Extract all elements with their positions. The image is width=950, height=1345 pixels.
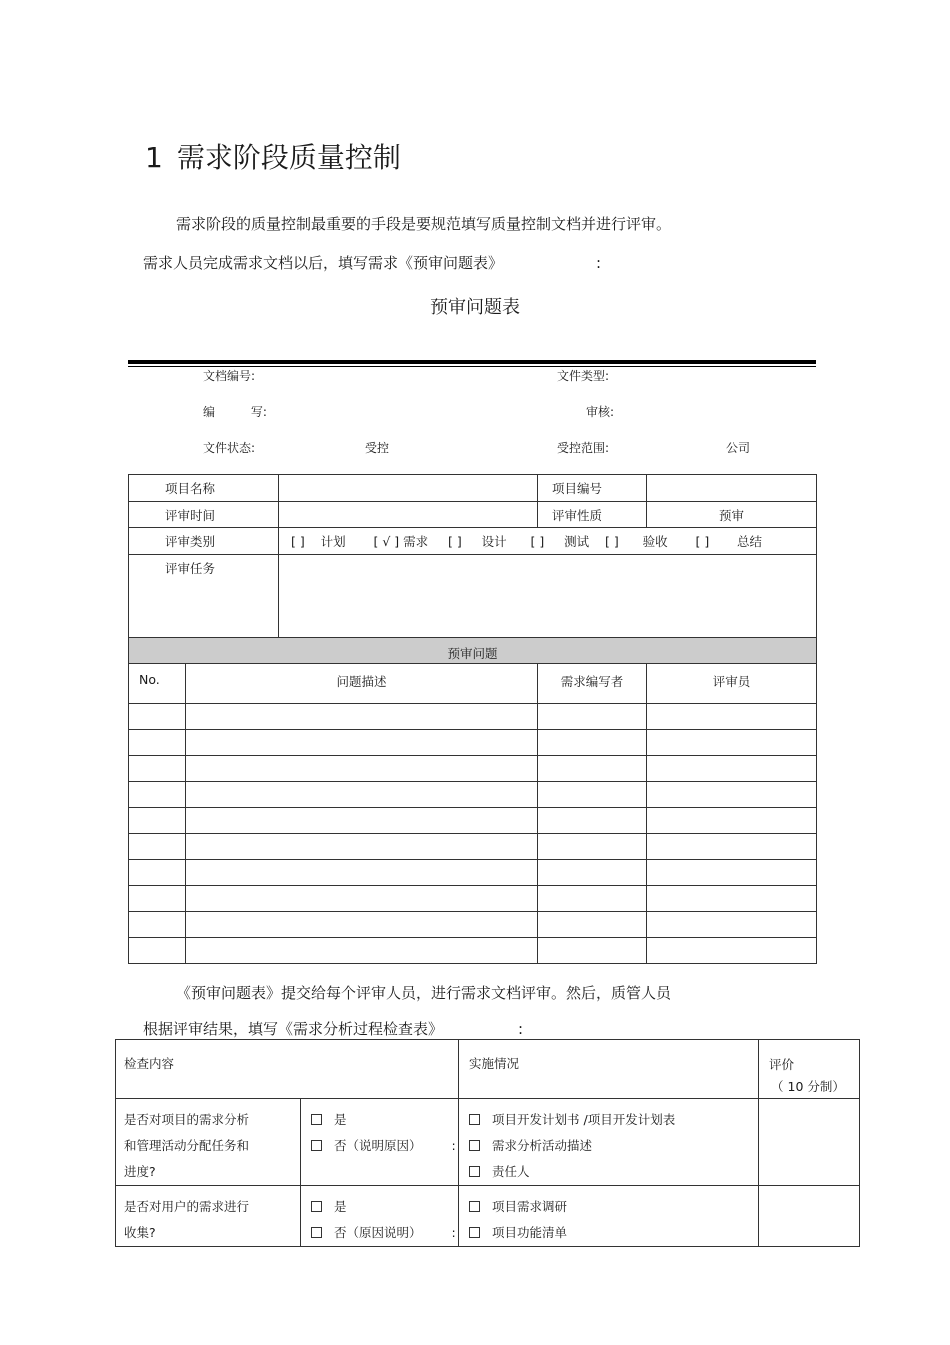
option-no[interactable]: 否（说明原因） : (311, 1133, 458, 1159)
author-label: 编 写: (203, 405, 267, 419)
table-row (129, 912, 817, 938)
checkbox-icon[interactable] (469, 1227, 480, 1238)
option-no[interactable]: 否（原因说明） : (311, 1220, 458, 1246)
review-nature-label: 评审性质 (538, 502, 647, 528)
review-form-table (128, 474, 817, 964)
implementation-header: 实施情况 (459, 1040, 759, 1099)
checkbox-icon[interactable] (469, 1166, 480, 1177)
paragraph-intro: 需求阶段的质量控制最重要的手段是要规范填写质量控制文档并进行评审。 (176, 215, 672, 233)
option-yes[interactable]: 是 (311, 1194, 458, 1220)
check-options (301, 1099, 459, 1186)
header-rule-thin (128, 366, 816, 367)
implementation-items: 项目需求调研 项目功能清单 (459, 1186, 759, 1247)
review-category-label: 评审类别 (129, 528, 279, 555)
category-test[interactable]: [ ] 测试 (530, 534, 590, 549)
checkbox-icon[interactable] (469, 1140, 480, 1151)
status-label: 文件状态: (203, 441, 256, 455)
table-row (129, 730, 817, 756)
checkbox-icon[interactable] (311, 1114, 322, 1125)
check-row (116, 1099, 860, 1186)
score-note: （ 10 分制） (771, 1079, 845, 1094)
category-requirement[interactable]: [ √ ] 需求 (373, 534, 429, 549)
project-no-value[interactable] (647, 475, 817, 502)
checkbox-icon[interactable] (311, 1201, 322, 1212)
review-task-label: 评审任务 (129, 555, 279, 638)
table-row (129, 756, 817, 782)
score-header (759, 1040, 860, 1099)
doc-no-label: 文档编号: (203, 369, 256, 383)
category-summary[interactable]: [ ] 总结 (695, 534, 763, 549)
row-project (129, 475, 817, 502)
review-time-value[interactable] (279, 502, 538, 528)
check-header-row (116, 1040, 860, 1099)
review-task-value[interactable] (279, 555, 817, 638)
implementation-items: 项目开发计划书 /项目开发计划表 需求分析活动描述 责任人 (459, 1099, 759, 1186)
table-row (129, 834, 817, 860)
paragraph-submit: 《预审问题表》提交给每个评审人员，进行需求文档评审。然后，质管人员 (176, 984, 672, 1002)
project-name-value[interactable] (279, 475, 538, 502)
row-column-headers (129, 664, 817, 704)
category-design[interactable]: [ ] 设计 (448, 534, 507, 549)
review-category-options (279, 528, 817, 555)
score-cell[interactable] (759, 1186, 860, 1247)
row-review-category (129, 528, 817, 555)
table-row (129, 938, 817, 964)
check-content-header: 检查内容 (116, 1040, 459, 1099)
check-question: 是否对项目的需求分析 和管理活动分配任务和 进度? (116, 1099, 301, 1186)
paragraph-fill-form: 需求人员完成需求文档以后，填写需求《预审问题表》 (143, 254, 504, 272)
paragraph-check-colon: : (518, 1020, 524, 1038)
checkbox-icon[interactable] (311, 1227, 322, 1238)
row-review-task (129, 555, 817, 638)
col-reviewer: 评审员 (647, 664, 817, 704)
table-row (129, 782, 817, 808)
table-row (129, 808, 817, 834)
section-title: 需求阶段质量控制 (176, 141, 401, 174)
file-type-label: 文件类型: (557, 369, 610, 383)
header-rule-thick (128, 360, 816, 364)
table-row (129, 886, 817, 912)
col-author: 需求编写者 (538, 664, 647, 704)
status-value: 受控 (365, 441, 390, 455)
table-row (129, 704, 817, 730)
paragraph-check: 根据评审结果，填写《需求分析过程检查表》 (143, 1020, 444, 1038)
reviewer-label: 审核: (586, 405, 615, 419)
category-plan[interactable]: [ ] 计划 (291, 534, 346, 549)
section-number: 1 (145, 141, 163, 174)
review-time-label: 评审时间 (129, 502, 279, 528)
category-acceptance[interactable]: [ ] 验收 (605, 534, 668, 549)
scope-label: 受控范围: (557, 441, 610, 455)
check-row (116, 1186, 860, 1247)
review-nature-value: 预审 (647, 502, 817, 528)
table-row (129, 860, 817, 886)
score-cell[interactable] (759, 1099, 860, 1186)
project-no-label: 项目编号 (538, 475, 647, 502)
col-desc: 问题描述 (186, 664, 538, 704)
paragraph-fill-form-colon: : (596, 254, 602, 272)
scope-value: 公司 (726, 441, 751, 455)
table-title: 预审问题表 (430, 297, 520, 318)
score-label: 评价 (769, 1057, 795, 1072)
option-yes[interactable]: 是 (311, 1107, 458, 1133)
col-no: No. (129, 664, 186, 704)
row-review-time (129, 502, 817, 528)
process-check-table (115, 1039, 860, 1247)
checkbox-icon[interactable] (469, 1201, 480, 1212)
check-question: 是否对用户的需求进行 收集? (116, 1186, 301, 1247)
row-section-header (129, 638, 817, 664)
section-heading (145, 138, 401, 178)
checkbox-icon[interactable] (469, 1114, 480, 1125)
checkbox-icon[interactable] (311, 1140, 322, 1151)
pre-review-issues-header: 预审问题 (129, 638, 817, 664)
check-options (301, 1186, 459, 1247)
project-name-label: 项目名称 (129, 475, 279, 502)
